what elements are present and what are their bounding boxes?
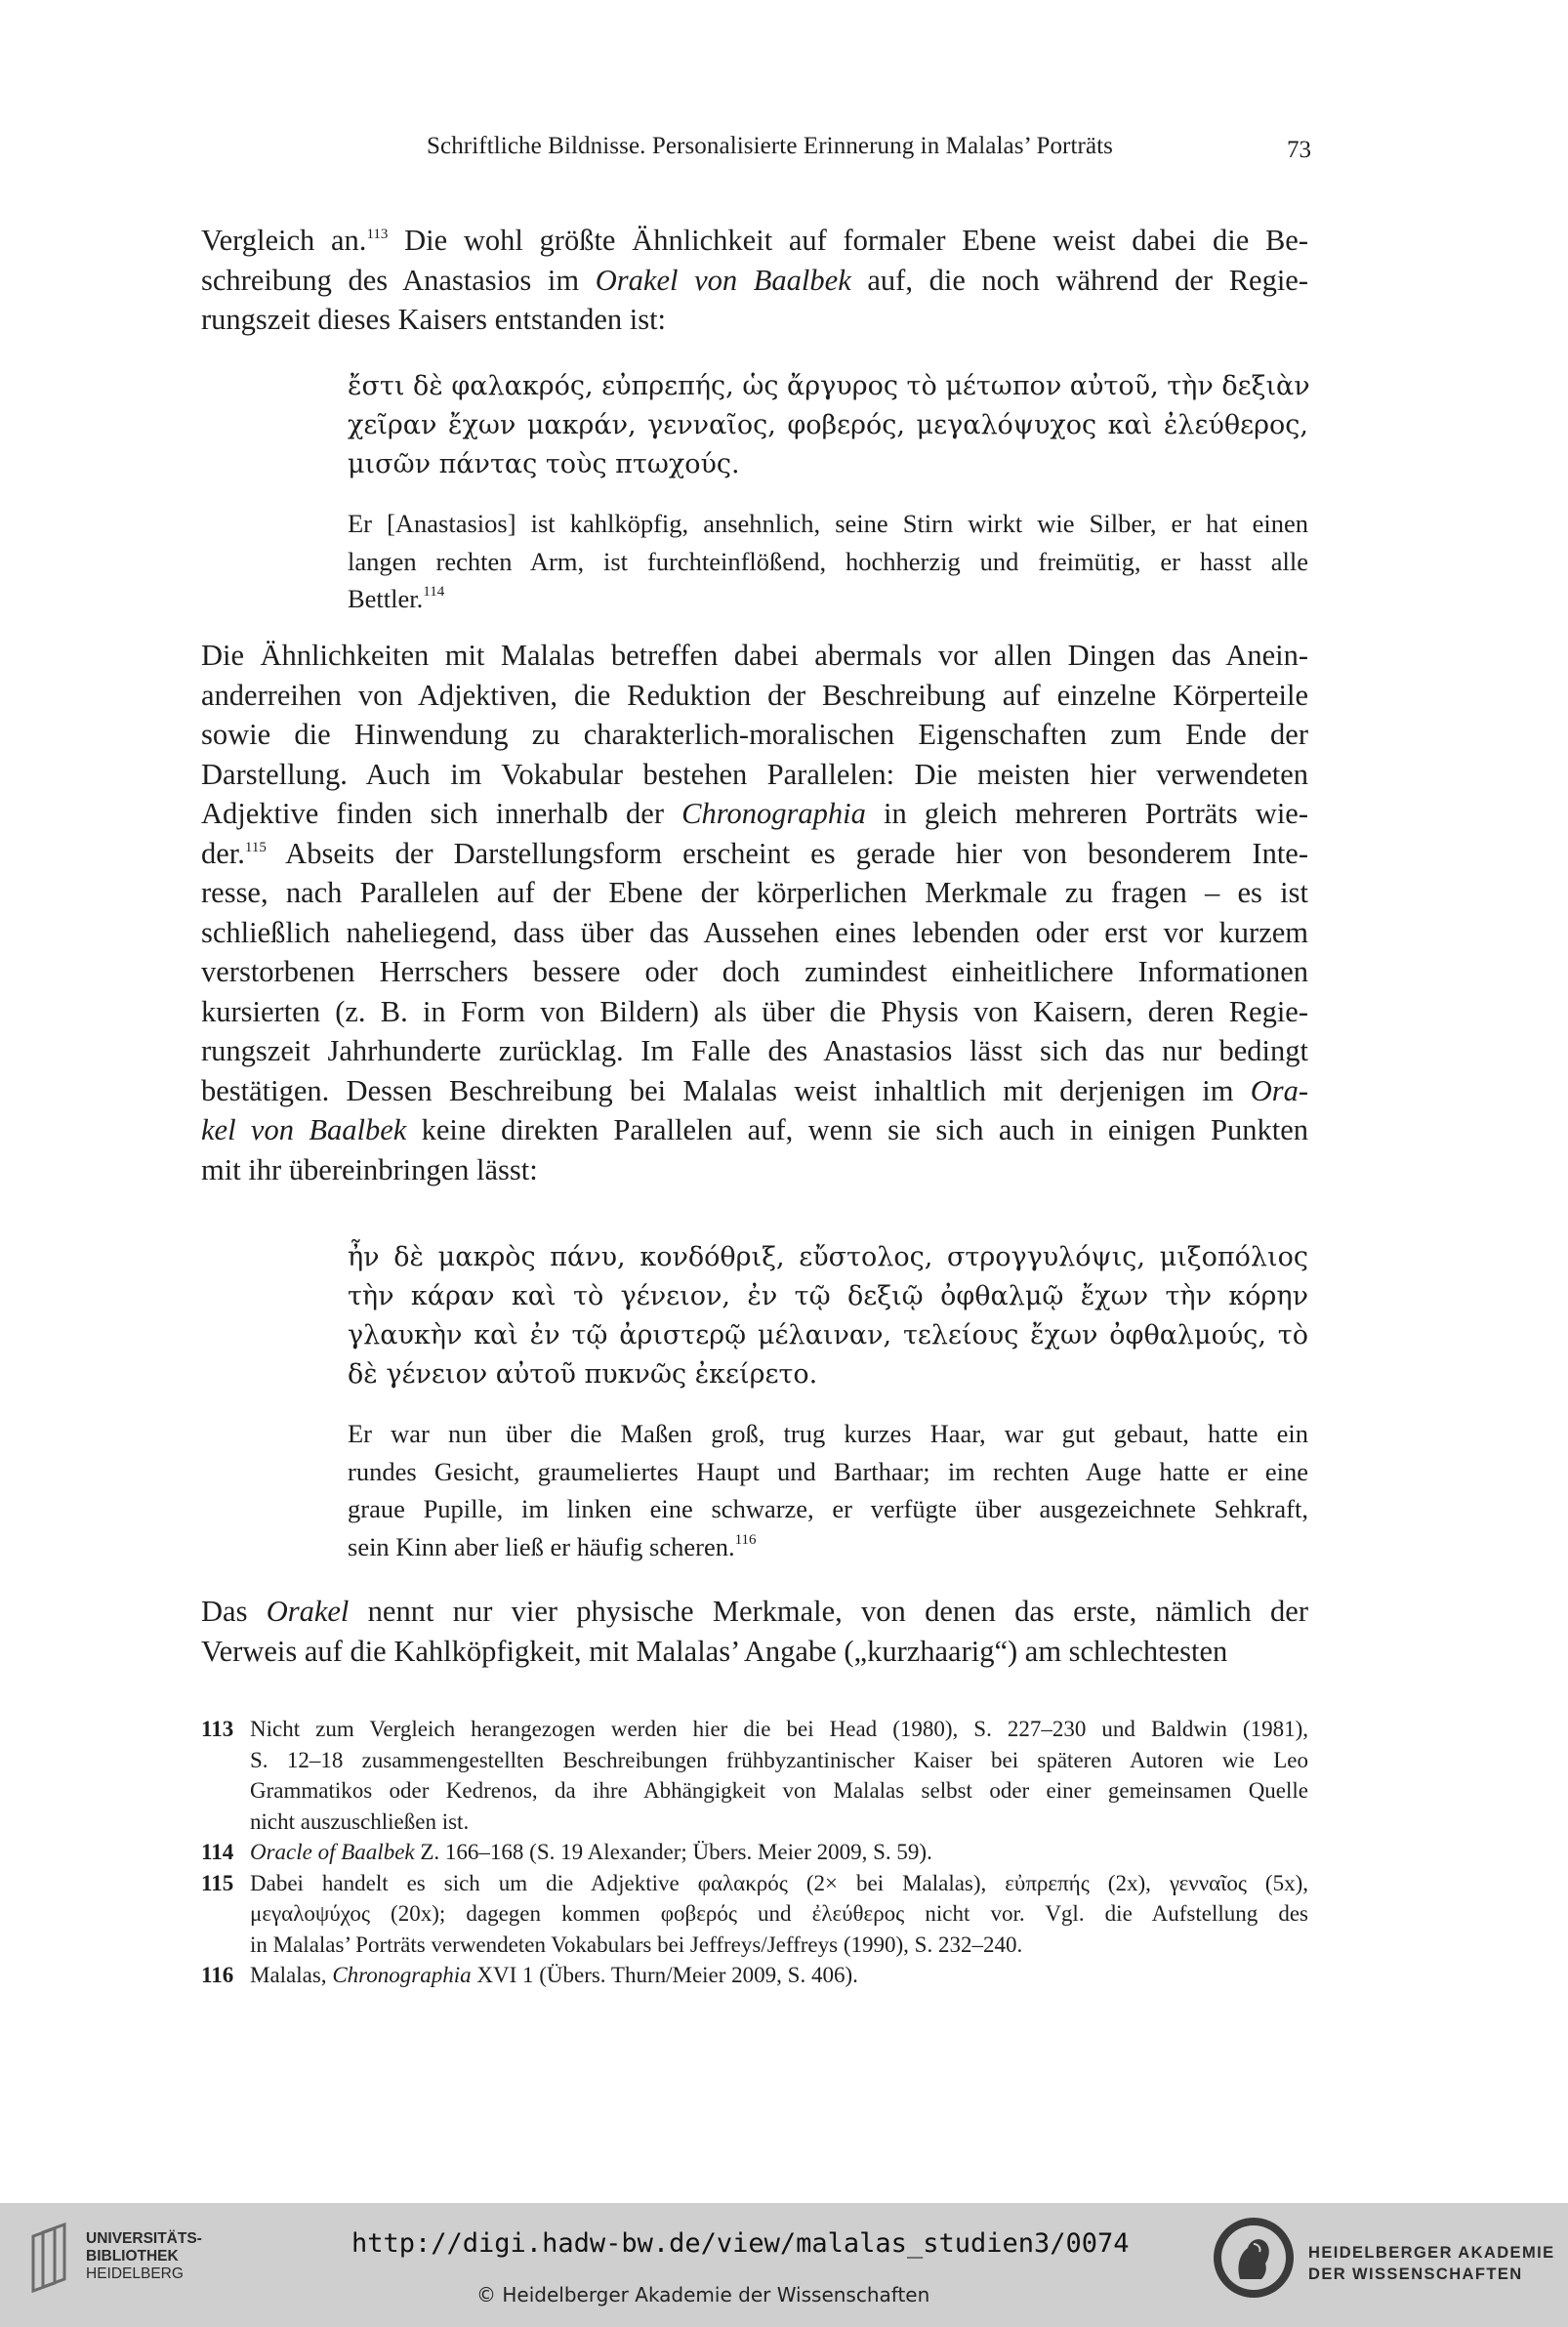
footnote-number: 114 [201, 1840, 234, 1864]
greek-line: ἦν δὲ μακρὸς πάνυ, κονδόθριξ, εὔστολος, στρογγυλόψις, μιξοπόλιος [348, 1242, 1308, 1272]
greek-line: μισῶν πάντας τοὺς πτωχούς. [348, 449, 740, 479]
copyright-notice: © Heidelberger Akademie der Wissenschaften [476, 2283, 930, 2306]
greek-line: ἔστι δὲ φαλακρός, εὐπρεπής, ὡς ἄργυρος τὸ μέτωπον αὐτοῦ, τὴν δεξιὰν [348, 371, 1310, 401]
text-line: rungszeit Jahrhunderte zurücklag. Im Falle des Anastasios lässt sich das nur bedingt [201, 1034, 1308, 1067]
greek-line: δὲ γένειον αὐτοῦ πυκνῶς ἐκείρετο. [348, 1359, 818, 1390]
footnote-number: 113 [201, 1717, 234, 1741]
text-line: Darstellung. Auch im Vokabular bestehen Parallelen: Die meisten hier verwendeten [201, 757, 1308, 791]
greek-quote-2 [348, 1238, 1308, 1394]
academy-seal-icon [1211, 2215, 1297, 2301]
text-line: bestätigen. Dessen Beschreibung bei Malalas weist inhaltlich mit derjenigen im Ora- [201, 1073, 1308, 1107]
text-line: mit ihr übereinbringen lässt: [201, 1152, 538, 1186]
footnote-ref-115[interactable]: 115 [244, 839, 267, 855]
text-line: anderreihen von Adjektiven, die Reduktion der Beschreibung auf einzelne Körperteile [201, 678, 1308, 712]
text-line: der.$^{115}$ Abseits der Darstellungsform erscheint es gerade hier von besonderem Inte- [201, 836, 1308, 870]
permalink-url[interactable]: http://digi.hadw-bw.de/view/malalas_studien3/0074 [351, 2228, 1130, 2259]
translation-line: Er [Anastasios] ist kahlköpfig, ansehnlich, seine Stirn wirkt wie Silber, er hat einen [348, 509, 1308, 538]
text-line: verstorbenen Herrschers bessere oder doch zumindest einheitlichere Informationen [201, 955, 1308, 988]
footnote-line: nicht auszuschließen ist. [250, 1808, 470, 1834]
translation-line: rundes Gesicht, graumeliertes Haupt und Barthaar; im rechten Auge hatte er eine [348, 1456, 1308, 1486]
footnote-113 [201, 1714, 1308, 1837]
translation-line: sein Kinn aber ließ er häufig scheren.$^{116}$ [348, 1531, 757, 1561]
translation-line: Er war nun über die Maßen groß, trug kurzes Haar, war gut gebaut, hatte ein [348, 1419, 1308, 1448]
greek-line: χεῖραν ἔχων μακράν, γενναῖος, φοβερός, μεγαλόψυχος καὶ ἐλεύθερος, [348, 410, 1308, 440]
footnotes [201, 1714, 1308, 1991]
translation-1 [348, 505, 1308, 618]
text-line: resse, nach Parallelen auf der Ebene der körperlichen Merkmale zu fragen – es ist [201, 876, 1308, 909]
footnote-line: Nicht zum Vergleich herangezogen werden hier die bei Head (1980), S. 227–230 und Baldwin (1981), [250, 1717, 1308, 1741]
text-line: schließlich naheliegend, dass über das Aussehen eines lebenden oder erst vor kurzem [201, 915, 1308, 949]
text-line: Adjektive finden sich innerhalb der Chronographia in gleich mehreren Porträts wie- [201, 797, 1308, 830]
footnote-line: Grammatikos oder Kedrenos, da ihre Abhängigkeit von Malalas selbst oder einer gemeinsamen Quelle [250, 1778, 1308, 1803]
footnote-line: Dabei handelt es sich um die Adjektive φαλακρός (2× bei Malalas), εὐπρεπής (2x), γενναῖος (5x), [250, 1870, 1308, 1895]
paragraph-1 [201, 221, 1308, 340]
text-line: Die Ähnlichkeiten mit Malalas betreffen dabei abermals vor allen Dingen das Anein- [201, 639, 1308, 672]
footnote-number: 115 [201, 1870, 234, 1895]
footnote-ref-113[interactable]: 113 [366, 227, 389, 242]
text-line: sowie die Hinwendung zu charakterlich-moralischen Eigenschaften zum Ende der [201, 718, 1308, 751]
footnote-line: in Malalas’ Porträts verwendeten Vokabulars bei Jeffreys/Jeffreys (1990), S. 232–240. [250, 1932, 1023, 1957]
footnote-116 [201, 1960, 1308, 1991]
translation-line: graue Pupille, im linken eine schwarze, er verfügte über ausgezeichnete Sehkraft, [348, 1494, 1308, 1523]
text-line: schreibung des Anastasios im Orakel von Baalbek auf, die noch während der Regie- [201, 263, 1309, 297]
translation-line: Bettler.$^{114}$ [348, 584, 445, 613]
greek-line: γλαυκὴν καὶ ἐν τῷ ἀριστερῷ μέλαιναν, τελείους ἔχων ὀφθαλμούς, τὸ [348, 1320, 1308, 1350]
page-number: 73 [1287, 137, 1311, 163]
text-line: rungszeit dieses Kaisers entstanden ist: [201, 303, 667, 336]
greek-quote-1 [348, 367, 1308, 484]
text-line: Vergleich an.$^{113}$ Die wohl größte Ähnlichkeit auf formaler Ebene weist dabei die Be- [201, 224, 1308, 257]
running-title: Schriftliche Bildnisse. Personalisierte Erinnerung in Malalas’ Porträts [427, 133, 1114, 159]
university-library-logo-icon [27, 2223, 76, 2293]
academy-name: HEIDELBERGER AKADEMIE DER WISSENSCHAFTEN [1308, 2244, 1555, 2283]
footnote-line: μεγαλοψύχος (20x); dagegen kommen φοβερός und ἐλεύθερος nicht vor. Vgl. die Aufstellung des [250, 1901, 1308, 1926]
footnote-line: S. 12–18 zusammengestellten Beschreibungen frühbyzantinischer Kaiser bei späteren Autoren wie Leo [250, 1747, 1308, 1772]
translation-2 [348, 1415, 1308, 1565]
greek-line: τὴν κάραν καὶ τὸ γένειον, ἐν τῷ δεξιῷ ὀφθαλμῷ ἔχων τὴν κόρην [348, 1281, 1308, 1311]
text-line: kursierten (z. B. in Form von Bildern) als über die Physis von Kaisern, deren Regie- [201, 994, 1308, 1028]
footnote-ref-114[interactable]: 114 [423, 584, 445, 600]
text-line: kel von Baalbek keine direkten Parallelen auf, wenn sie sich auch in einigen Punkten [201, 1113, 1308, 1146]
footnote-115 [201, 1868, 1308, 1961]
text-line: Das Orakel nennt nur vier physische Merkmale, von denen das erste, nämlich der [201, 1595, 1308, 1628]
footnote-number: 116 [201, 1963, 234, 1987]
paragraph-2 [201, 636, 1308, 1189]
text-line: Verweis auf die Kahlköpfigkeit, mit Malalas’ Angabe („kurzhaarig“) am schlechtesten [201, 1634, 1228, 1668]
footnote-line: Malalas, Chronographia XVI 1 (Übers. Thurn/Meier 2009, S. 406). [250, 1963, 858, 1987]
footnote-114 [201, 1837, 1308, 1868]
footnote-ref-116[interactable]: 116 [734, 1531, 757, 1548]
translation-line: langen rechten Arm, ist furchteinflößend, hochherzig und freimütig, er hasst alle [348, 546, 1308, 576]
university-library-name: UNIVERSITÄTS- BIBLIOTHEK HEIDELBERG [86, 2230, 202, 2282]
paragraph-3 [201, 1592, 1308, 1671]
footnote-line: Oracle of Baalbek Z. 166–168 (S. 19 Alexander; Übers. Meier 2009, S. 59). [250, 1840, 932, 1864]
